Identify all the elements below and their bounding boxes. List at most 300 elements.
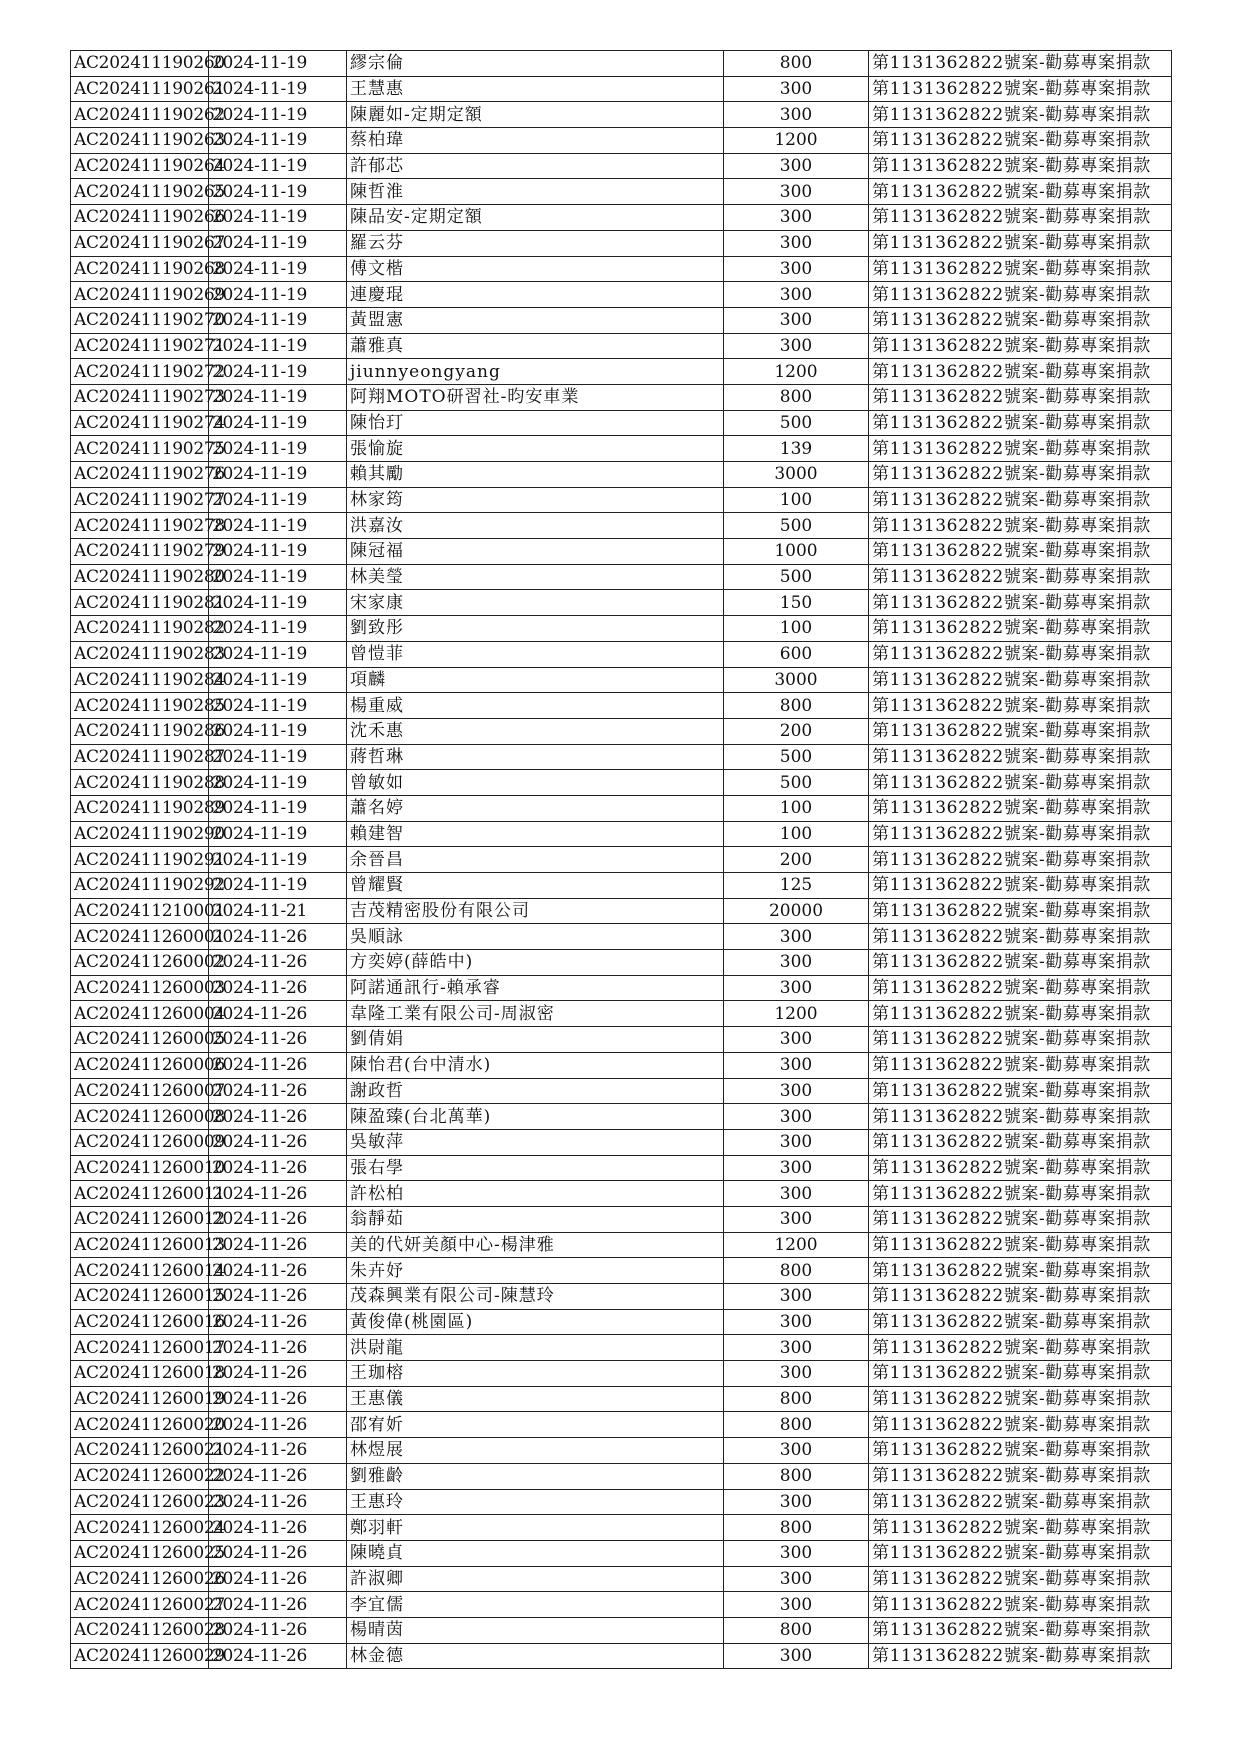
purpose-cell: 第1131362822號案-勸募專案捐款 xyxy=(869,205,1172,231)
receipt-id-cell: AC202411260027 xyxy=(71,1592,209,1618)
date-cell: 2024-11-19 xyxy=(209,102,347,128)
donor-name-cell: 蔡柏瑋 xyxy=(347,128,724,154)
receipt-id-cell: AC202411190281 xyxy=(71,590,209,616)
table-row xyxy=(71,179,1172,205)
donor-name-cell: 林煜展 xyxy=(347,1438,724,1464)
date-cell: 2024-11-26 xyxy=(209,1386,347,1412)
receipt-id-cell: AC202411260014 xyxy=(71,1258,209,1284)
date-cell: 2024-11-19 xyxy=(209,718,347,744)
date-cell: 2024-11-19 xyxy=(209,282,347,308)
donor-name-cell: 陳怡君(台中清水) xyxy=(347,1052,724,1078)
amount-cell: 300 xyxy=(724,282,869,308)
purpose-cell: 第1131362822號案-勸募專案捐款 xyxy=(869,1206,1172,1232)
receipt-id-cell: AC202411190282 xyxy=(71,616,209,642)
purpose-cell: 第1131362822號案-勸募專案捐款 xyxy=(869,693,1172,719)
table-row xyxy=(71,718,1172,744)
receipt-id-cell: AC202411260019 xyxy=(71,1386,209,1412)
amount-cell: 139 xyxy=(724,436,869,462)
donor-name-cell: 洪嘉汝 xyxy=(347,513,724,539)
purpose-cell: 第1131362822號案-勸募專案捐款 xyxy=(869,795,1172,821)
receipt-id-cell: AC202411260018 xyxy=(71,1361,209,1387)
receipt-id-cell: AC202411260011 xyxy=(71,1181,209,1207)
receipt-id-cell: AC202411260023 xyxy=(71,1489,209,1515)
donor-name-cell: 美的代妍美顏中心-楊津雅 xyxy=(347,1232,724,1258)
amount-cell: 300 xyxy=(724,1566,869,1592)
donor-name-cell: 阿諾通訊行-賴承睿 xyxy=(347,975,724,1001)
receipt-id-cell: AC202411190283 xyxy=(71,641,209,667)
table-row xyxy=(71,102,1172,128)
table-row xyxy=(71,1386,1172,1412)
purpose-cell: 第1131362822號案-勸募專案捐款 xyxy=(869,1361,1172,1387)
table-row xyxy=(71,128,1172,154)
table-row xyxy=(71,307,1172,333)
purpose-cell: 第1131362822號案-勸募專案捐款 xyxy=(869,1129,1172,1155)
purpose-cell: 第1131362822號案-勸募專案捐款 xyxy=(869,1027,1172,1053)
donor-name-cell: 劉致彤 xyxy=(347,616,724,642)
date-cell: 2024-11-26 xyxy=(209,1617,347,1643)
purpose-cell: 第1131362822號案-勸募專案捐款 xyxy=(869,1617,1172,1643)
purpose-cell: 第1131362822號案-勸募專案捐款 xyxy=(869,462,1172,488)
donor-name-cell: 陳品安-定期定額 xyxy=(347,205,724,231)
table-row xyxy=(71,1129,1172,1155)
date-cell: 2024-11-26 xyxy=(209,1335,347,1361)
table-row xyxy=(71,1284,1172,1310)
date-cell: 2024-11-26 xyxy=(209,1284,347,1310)
donor-name-cell: 吳敏萍 xyxy=(347,1129,724,1155)
amount-cell: 300 xyxy=(724,1155,869,1181)
date-cell: 2024-11-26 xyxy=(209,1566,347,1592)
donor-name-cell: 陳曉貞 xyxy=(347,1540,724,1566)
receipt-id-cell: AC202411260010 xyxy=(71,1155,209,1181)
donor-name-cell: 李宜儒 xyxy=(347,1592,724,1618)
date-cell: 2024-11-19 xyxy=(209,51,347,77)
purpose-cell: 第1131362822號案-勸募專案捐款 xyxy=(869,102,1172,128)
date-cell: 2024-11-19 xyxy=(209,539,347,565)
amount-cell: 800 xyxy=(724,1258,869,1284)
table-row xyxy=(71,1232,1172,1258)
date-cell: 2024-11-19 xyxy=(209,205,347,231)
amount-cell: 1200 xyxy=(724,128,869,154)
table-row xyxy=(71,1412,1172,1438)
receipt-id-cell: AC202411260028 xyxy=(71,1617,209,1643)
purpose-cell: 第1131362822號案-勸募專案捐款 xyxy=(869,179,1172,205)
amount-cell: 300 xyxy=(724,1052,869,1078)
purpose-cell: 第1131362822號案-勸募專案捐款 xyxy=(869,1001,1172,1027)
table-row xyxy=(71,1181,1172,1207)
date-cell: 2024-11-26 xyxy=(209,1129,347,1155)
date-cell: 2024-11-19 xyxy=(209,564,347,590)
donor-name-cell: 王慧惠 xyxy=(347,76,724,102)
amount-cell: 300 xyxy=(724,924,869,950)
table-row xyxy=(71,744,1172,770)
table-row xyxy=(71,153,1172,179)
donor-name-cell: 項麟 xyxy=(347,667,724,693)
amount-cell: 1000 xyxy=(724,539,869,565)
purpose-cell: 第1131362822號案-勸募專案捐款 xyxy=(869,1309,1172,1335)
table-row xyxy=(71,590,1172,616)
date-cell: 2024-11-26 xyxy=(209,1078,347,1104)
receipt-id-cell: AC202411190262 xyxy=(71,102,209,128)
date-cell: 2024-11-19 xyxy=(209,359,347,385)
amount-cell: 100 xyxy=(724,821,869,847)
amount-cell: 300 xyxy=(724,950,869,976)
receipt-id-cell: AC202411260009 xyxy=(71,1129,209,1155)
date-cell: 2024-11-19 xyxy=(209,76,347,102)
receipt-id-cell: AC202411260017 xyxy=(71,1335,209,1361)
table-row xyxy=(71,1206,1172,1232)
purpose-cell: 第1131362822號案-勸募專案捐款 xyxy=(869,1078,1172,1104)
purpose-cell: 第1131362822號案-勸募專案捐款 xyxy=(869,898,1172,924)
table-row xyxy=(71,1438,1172,1464)
purpose-cell: 第1131362822號案-勸募專案捐款 xyxy=(869,1232,1172,1258)
receipt-id-cell: AC202411190265 xyxy=(71,179,209,205)
donor-name-cell: 王惠玲 xyxy=(347,1489,724,1515)
receipt-id-cell: AC202411190278 xyxy=(71,513,209,539)
table-row xyxy=(71,1643,1172,1669)
amount-cell: 300 xyxy=(724,1361,869,1387)
date-cell: 2024-11-26 xyxy=(209,1643,347,1669)
donor-name-cell: 曾敏如 xyxy=(347,770,724,796)
receipt-id-cell: AC202411190268 xyxy=(71,256,209,282)
receipt-id-cell: AC202411190273 xyxy=(71,384,209,410)
purpose-cell: 第1131362822號案-勸募專案捐款 xyxy=(869,950,1172,976)
table-row xyxy=(71,898,1172,924)
receipt-id-cell: AC202411190264 xyxy=(71,153,209,179)
table-row xyxy=(71,1489,1172,1515)
table-row xyxy=(71,924,1172,950)
date-cell: 2024-11-26 xyxy=(209,975,347,1001)
purpose-cell: 第1131362822號案-勸募專案捐款 xyxy=(869,1592,1172,1618)
amount-cell: 200 xyxy=(724,718,869,744)
purpose-cell: 第1131362822號案-勸募專案捐款 xyxy=(869,1540,1172,1566)
table-row xyxy=(71,975,1172,1001)
date-cell: 2024-11-19 xyxy=(209,821,347,847)
amount-cell: 20000 xyxy=(724,898,869,924)
date-cell: 2024-11-19 xyxy=(209,795,347,821)
donor-name-cell: 張右學 xyxy=(347,1155,724,1181)
table-row xyxy=(71,1155,1172,1181)
date-cell: 2024-11-26 xyxy=(209,1027,347,1053)
date-cell: 2024-11-19 xyxy=(209,641,347,667)
date-cell: 2024-11-19 xyxy=(209,179,347,205)
table-row xyxy=(71,513,1172,539)
table-row xyxy=(71,1335,1172,1361)
amount-cell: 300 xyxy=(724,1104,869,1130)
receipt-id-cell: AC202411260021 xyxy=(71,1438,209,1464)
purpose-cell: 第1131362822號案-勸募專案捐款 xyxy=(869,873,1172,899)
purpose-cell: 第1131362822號案-勸募專案捐款 xyxy=(869,564,1172,590)
amount-cell: 300 xyxy=(724,1078,869,1104)
donor-name-cell: 許郁芯 xyxy=(347,153,724,179)
receipt-id-cell: AC202411190285 xyxy=(71,693,209,719)
donor-name-cell: 韋隆工業有限公司-周淑密 xyxy=(347,1001,724,1027)
table-row xyxy=(71,462,1172,488)
purpose-cell: 第1131362822號案-勸募專案捐款 xyxy=(869,436,1172,462)
receipt-id-cell: AC202411190292 xyxy=(71,873,209,899)
date-cell: 2024-11-26 xyxy=(209,1232,347,1258)
purpose-cell: 第1131362822號案-勸募專案捐款 xyxy=(869,1566,1172,1592)
receipt-id-cell: AC202411190260 xyxy=(71,51,209,77)
donor-name-cell: 邵宥妡 xyxy=(347,1412,724,1438)
amount-cell: 300 xyxy=(724,205,869,231)
receipt-id-cell: AC202411190263 xyxy=(71,128,209,154)
purpose-cell: 第1131362822號案-勸募專案捐款 xyxy=(869,1515,1172,1541)
amount-cell: 1200 xyxy=(724,1001,869,1027)
amount-cell: 100 xyxy=(724,616,869,642)
donor-name-cell: 朱卉妤 xyxy=(347,1258,724,1284)
date-cell: 2024-11-26 xyxy=(209,1489,347,1515)
receipt-id-cell: AC202411260003 xyxy=(71,975,209,1001)
purpose-cell: 第1131362822號案-勸募專案捐款 xyxy=(869,487,1172,513)
donor-name-cell: 黃盟憲 xyxy=(347,307,724,333)
date-cell: 2024-11-19 xyxy=(209,667,347,693)
amount-cell: 300 xyxy=(724,1309,869,1335)
amount-cell: 200 xyxy=(724,847,869,873)
purpose-cell: 第1131362822號案-勸募專案捐款 xyxy=(869,718,1172,744)
receipt-id-cell: AC202411260006 xyxy=(71,1052,209,1078)
purpose-cell: 第1131362822號案-勸募專案捐款 xyxy=(869,1643,1172,1669)
table-row xyxy=(71,410,1172,436)
donor-name-cell: 曾愷菲 xyxy=(347,641,724,667)
purpose-cell: 第1131362822號案-勸募專案捐款 xyxy=(869,410,1172,436)
donor-name-cell: 阿翔MOTO研習社-昀安車業 xyxy=(347,384,724,410)
amount-cell: 800 xyxy=(724,1412,869,1438)
amount-cell: 300 xyxy=(724,76,869,102)
donor-name-cell: 吉茂精密股份有限公司 xyxy=(347,898,724,924)
table-row xyxy=(71,950,1172,976)
table-row xyxy=(71,1104,1172,1130)
date-cell: 2024-11-26 xyxy=(209,950,347,976)
donor-name-cell: jiunnyeongyang xyxy=(347,359,724,385)
table-row xyxy=(71,51,1172,77)
receipt-id-cell: AC202411190280 xyxy=(71,564,209,590)
amount-cell: 800 xyxy=(724,51,869,77)
date-cell: 2024-11-19 xyxy=(209,333,347,359)
receipt-id-cell: AC202411190288 xyxy=(71,770,209,796)
table-row xyxy=(71,333,1172,359)
amount-cell: 3000 xyxy=(724,667,869,693)
amount-cell: 300 xyxy=(724,975,869,1001)
amount-cell: 800 xyxy=(724,693,869,719)
receipt-id-cell: AC202411190271 xyxy=(71,333,209,359)
donor-name-cell: 楊晴茵 xyxy=(347,1617,724,1643)
receipt-id-cell: AC202411260016 xyxy=(71,1309,209,1335)
donation-table xyxy=(70,50,1172,1669)
purpose-cell: 第1131362822號案-勸募專案捐款 xyxy=(869,128,1172,154)
receipt-id-cell: AC202411190276 xyxy=(71,462,209,488)
purpose-cell: 第1131362822號案-勸募專案捐款 xyxy=(869,153,1172,179)
receipt-id-cell: AC202411260024 xyxy=(71,1515,209,1541)
amount-cell: 500 xyxy=(724,410,869,436)
amount-cell: 3000 xyxy=(724,462,869,488)
amount-cell: 800 xyxy=(724,1515,869,1541)
table-row xyxy=(71,1001,1172,1027)
table-row xyxy=(71,76,1172,102)
amount-cell: 300 xyxy=(724,307,869,333)
table-row xyxy=(71,693,1172,719)
receipt-id-cell: AC202411190291 xyxy=(71,847,209,873)
purpose-cell: 第1131362822號案-勸募專案捐款 xyxy=(869,744,1172,770)
donor-name-cell: 鄭羽軒 xyxy=(347,1515,724,1541)
donation-table-body xyxy=(71,51,1172,1669)
amount-cell: 100 xyxy=(724,487,869,513)
date-cell: 2024-11-19 xyxy=(209,513,347,539)
donor-name-cell: 連慶琨 xyxy=(347,282,724,308)
receipt-id-cell: AC202411190261 xyxy=(71,76,209,102)
date-cell: 2024-11-19 xyxy=(209,770,347,796)
amount-cell: 150 xyxy=(724,590,869,616)
date-cell: 2024-11-26 xyxy=(209,1438,347,1464)
receipt-id-cell: AC202411190286 xyxy=(71,718,209,744)
table-row xyxy=(71,1463,1172,1489)
donor-name-cell: 蕭名婷 xyxy=(347,795,724,821)
amount-cell: 300 xyxy=(724,333,869,359)
amount-cell: 300 xyxy=(724,1489,869,1515)
amount-cell: 500 xyxy=(724,564,869,590)
amount-cell: 300 xyxy=(724,1129,869,1155)
purpose-cell: 第1131362822號案-勸募專案捐款 xyxy=(869,616,1172,642)
receipt-id-cell: AC202411260020 xyxy=(71,1412,209,1438)
amount-cell: 300 xyxy=(724,102,869,128)
amount-cell: 300 xyxy=(724,1284,869,1310)
table-row xyxy=(71,564,1172,590)
table-row xyxy=(71,847,1172,873)
date-cell: 2024-11-26 xyxy=(209,1155,347,1181)
purpose-cell: 第1131362822號案-勸募專案捐款 xyxy=(869,230,1172,256)
receipt-id-cell: AC202411260012 xyxy=(71,1206,209,1232)
donor-name-cell: 賴建智 xyxy=(347,821,724,847)
purpose-cell: 第1131362822號案-勸募專案捐款 xyxy=(869,333,1172,359)
date-cell: 2024-11-19 xyxy=(209,153,347,179)
date-cell: 2024-11-26 xyxy=(209,1001,347,1027)
date-cell: 2024-11-26 xyxy=(209,1361,347,1387)
donor-name-cell: 吳順詠 xyxy=(347,924,724,950)
receipt-id-cell: AC202411260005 xyxy=(71,1027,209,1053)
donor-name-cell: 陳盈臻(台北萬華) xyxy=(347,1104,724,1130)
purpose-cell: 第1131362822號案-勸募專案捐款 xyxy=(869,1155,1172,1181)
receipt-id-cell: AC202411260004 xyxy=(71,1001,209,1027)
donor-name-cell: 謝政哲 xyxy=(347,1078,724,1104)
receipt-id-cell: AC202411260001 xyxy=(71,924,209,950)
amount-cell: 300 xyxy=(724,1206,869,1232)
amount-cell: 500 xyxy=(724,513,869,539)
date-cell: 2024-11-19 xyxy=(209,436,347,462)
amount-cell: 500 xyxy=(724,770,869,796)
table-row xyxy=(71,795,1172,821)
date-cell: 2024-11-26 xyxy=(209,1181,347,1207)
purpose-cell: 第1131362822號案-勸募專案捐款 xyxy=(869,1335,1172,1361)
receipt-id-cell: AC202411190289 xyxy=(71,795,209,821)
receipt-id-cell: AC202411260013 xyxy=(71,1232,209,1258)
receipt-id-cell: AC202411190284 xyxy=(71,667,209,693)
table-row xyxy=(71,616,1172,642)
date-cell: 2024-11-26 xyxy=(209,1258,347,1284)
receipt-id-cell: AC202411190272 xyxy=(71,359,209,385)
purpose-cell: 第1131362822號案-勸募專案捐款 xyxy=(869,667,1172,693)
table-row xyxy=(71,1566,1172,1592)
amount-cell: 300 xyxy=(724,230,869,256)
table-row xyxy=(71,667,1172,693)
date-cell: 2024-11-26 xyxy=(209,1052,347,1078)
table-row xyxy=(71,256,1172,282)
date-cell: 2024-11-19 xyxy=(209,873,347,899)
receipt-id-cell: AC202411260029 xyxy=(71,1643,209,1669)
purpose-cell: 第1131362822號案-勸募專案捐款 xyxy=(869,770,1172,796)
donor-name-cell: 王惠儀 xyxy=(347,1386,724,1412)
table-row xyxy=(71,1592,1172,1618)
donor-name-cell: 沈禾惠 xyxy=(347,718,724,744)
donor-name-cell: 洪尉龍 xyxy=(347,1335,724,1361)
receipt-id-cell: AC202411260026 xyxy=(71,1566,209,1592)
purpose-cell: 第1131362822號案-勸募專案捐款 xyxy=(869,1438,1172,1464)
donor-name-cell: 羅云芬 xyxy=(347,230,724,256)
table-row xyxy=(71,1078,1172,1104)
receipt-id-cell: AC202411190266 xyxy=(71,205,209,231)
table-row xyxy=(71,1052,1172,1078)
purpose-cell: 第1131362822號案-勸募專案捐款 xyxy=(869,1258,1172,1284)
donor-name-cell: 陳麗如-定期定額 xyxy=(347,102,724,128)
amount-cell: 300 xyxy=(724,1438,869,1464)
donor-name-cell: 陳怡玎 xyxy=(347,410,724,436)
receipt-id-cell: AC202411260015 xyxy=(71,1284,209,1310)
table-row xyxy=(71,359,1172,385)
donor-name-cell: 傅文楷 xyxy=(347,256,724,282)
table-row xyxy=(71,436,1172,462)
purpose-cell: 第1131362822號案-勸募專案捐款 xyxy=(869,924,1172,950)
donor-name-cell: 劉雅齡 xyxy=(347,1463,724,1489)
date-cell: 2024-11-26 xyxy=(209,1104,347,1130)
donor-name-cell: 林美瑩 xyxy=(347,564,724,590)
amount-cell: 1200 xyxy=(724,359,869,385)
date-cell: 2024-11-19 xyxy=(209,128,347,154)
receipt-id-cell: AC202411210001 xyxy=(71,898,209,924)
purpose-cell: 第1131362822號案-勸募專案捐款 xyxy=(869,641,1172,667)
purpose-cell: 第1131362822號案-勸募專案捐款 xyxy=(869,1489,1172,1515)
donor-name-cell: 張愉旋 xyxy=(347,436,724,462)
table-row xyxy=(71,539,1172,565)
amount-cell: 800 xyxy=(724,1617,869,1643)
table-row xyxy=(71,1617,1172,1643)
date-cell: 2024-11-26 xyxy=(209,1412,347,1438)
amount-cell: 300 xyxy=(724,1643,869,1669)
amount-cell: 300 xyxy=(724,1027,869,1053)
table-row xyxy=(71,1309,1172,1335)
table-row xyxy=(71,1027,1172,1053)
amount-cell: 800 xyxy=(724,384,869,410)
date-cell: 2024-11-19 xyxy=(209,590,347,616)
date-cell: 2024-11-26 xyxy=(209,924,347,950)
donor-name-cell: 蔣哲琳 xyxy=(347,744,724,770)
receipt-id-cell: AC202411190277 xyxy=(71,487,209,513)
purpose-cell: 第1131362822號案-勸募專案捐款 xyxy=(869,975,1172,1001)
amount-cell: 1200 xyxy=(724,1232,869,1258)
date-cell: 2024-11-19 xyxy=(209,693,347,719)
donor-name-cell: 余晉昌 xyxy=(347,847,724,873)
date-cell: 2024-11-19 xyxy=(209,384,347,410)
date-cell: 2024-11-26 xyxy=(209,1515,347,1541)
purpose-cell: 第1131362822號案-勸募專案捐款 xyxy=(869,76,1172,102)
purpose-cell: 第1131362822號案-勸募專案捐款 xyxy=(869,1386,1172,1412)
donor-name-cell: 陳哲淮 xyxy=(347,179,724,205)
purpose-cell: 第1131362822號案-勸募專案捐款 xyxy=(869,384,1172,410)
purpose-cell: 第1131362822號案-勸募專案捐款 xyxy=(869,1463,1172,1489)
receipt-id-cell: AC202411190279 xyxy=(71,539,209,565)
receipt-id-cell: AC202411190267 xyxy=(71,230,209,256)
date-cell: 2024-11-19 xyxy=(209,616,347,642)
receipt-id-cell: AC202411190274 xyxy=(71,410,209,436)
donor-name-cell: 許淑卿 xyxy=(347,1566,724,1592)
table-row xyxy=(71,641,1172,667)
